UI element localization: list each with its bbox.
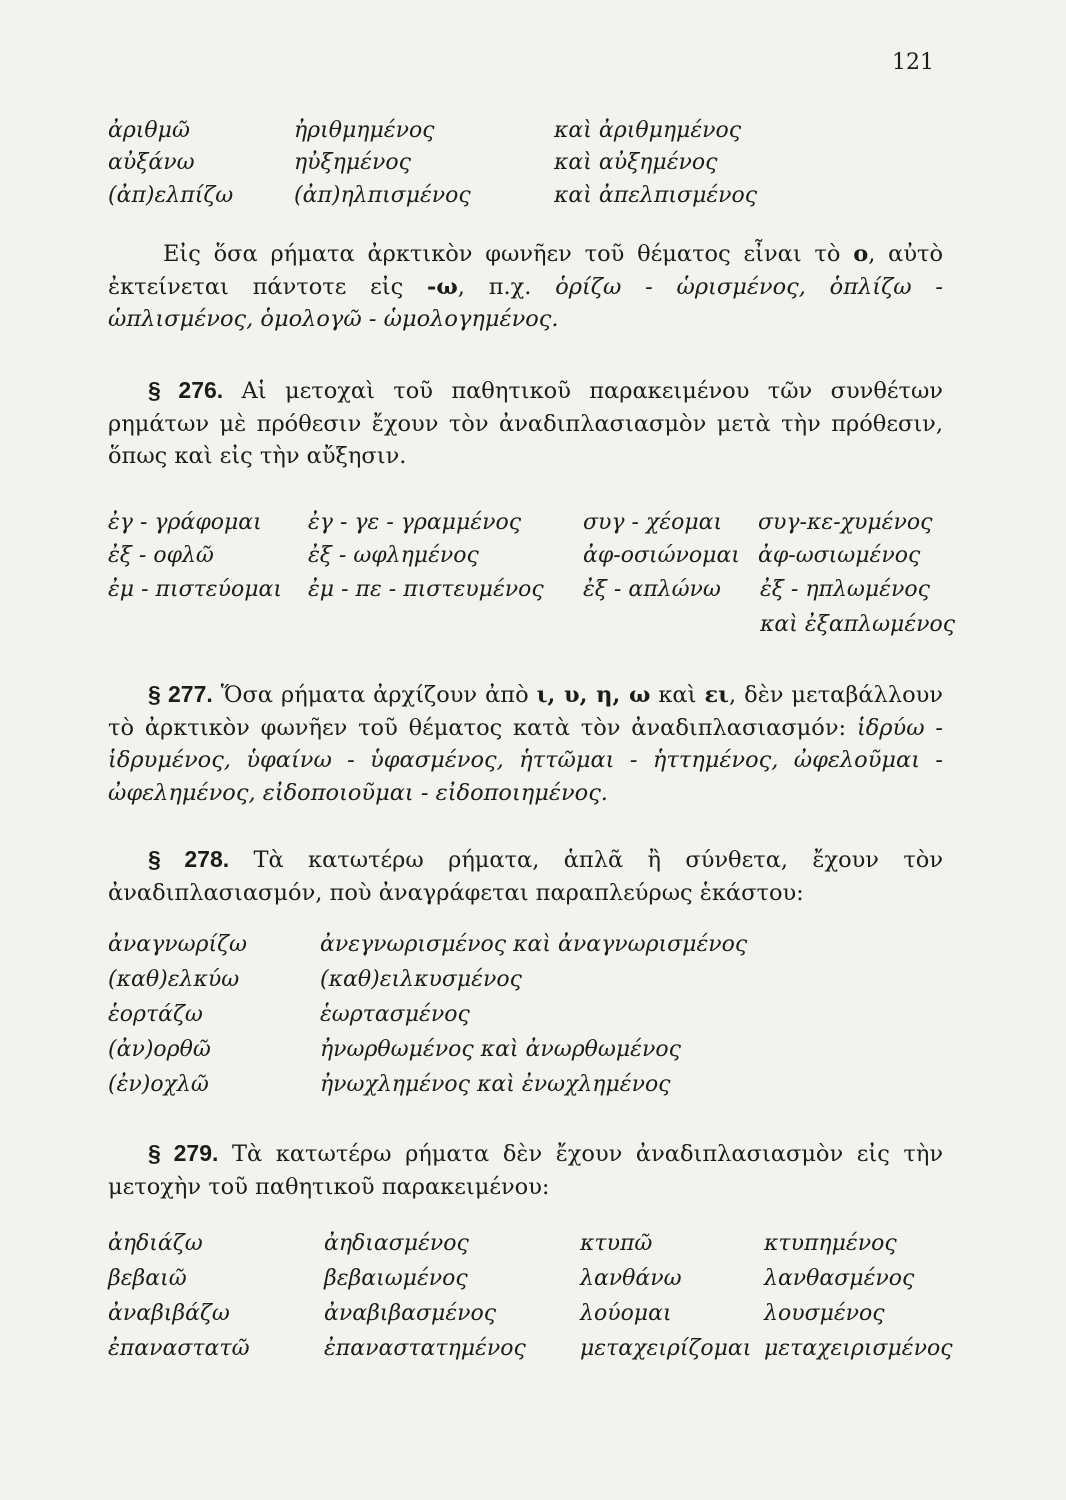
verb-form: ἀριθμῶ: [108, 118, 190, 143]
section-number: § 278.: [148, 846, 230, 872]
alt-participle-form: καὶ ἀριθμημένος: [554, 118, 742, 143]
section-278: § 278. Τὰ κατωτέρω ρήματα, ἁπλᾶ ἢ σύνθετα, ἔχουν τὸν ἀναδιπλασιασμόν, ποὺ ἀναγράφεται παραπλεύρως ἑκάστου:: [108, 846, 943, 906]
section-number: § 277.: [148, 681, 213, 707]
participle-form: ἠριθμημένος: [294, 118, 435, 143]
book-page: 121 ἀριθμῶ ἠριθμημένος καὶ ἀριθμημένος αὐξάνω ηὐξημένος καὶ αὐξημένος (ἀπ)ελπίζω (ἀπ)ηλπισμένος καὶ ἀπελπισμένος Εἰς ὅσα ρήματα ἀρκτικὸν φωνῆεν τοῦ θέματος εἶναι τὸ ο, αὐτὸ ἐκτείνεται πάντοτε εἰς -ω, π.χ. ὁρίζω - ὡρισμένος, ὁπλίζω - ὡπλισμένος, ὁμολογῶ - ὡμολογημένος. § 276. Αἱ μετοχαὶ τοῦ παθητικοῦ παρακειμένου τῶν συνθέτων ρημάτων μὲ πρόθεσιν ἔχουν τὸν ἀναδιπλασιασμὸν μετὰ τὴν πρόθεσιν, ὅπως καὶ εἰς τὴν αὔξησιν. ἐγ - γράφομαι ἐγ - γε - γραμμένος συγ - χέομαι συγ-κε-χυμένος ἐξ - οφλῶ ἐξ - ωφλημένος ἀφ-οσιώνομαι ἀφ-ωσιωμένος ἐμ - πιστεύομαι ἐμ - πε - πιστευμένος ἐξ - απλώνω ἐξ - ηπλωμένος καὶ ἐξαπλωμένος § 277. Ὅσα ρήματα ἀρχίζουν ἀπὸ ι, υ, η, ω καὶ ει, δὲν μεταβάλλουν τὸ ἀρκτικὸν φωνῆεν τοῦ θέματος κατὰ τὸν ἀναδιπλασιασμόν: ἱδρύω - ἱδρυμένος, ὑφαίνω - ὑφασμένος, ἡττῶμαι - ἡττημένος, ὠφελοῦμαι - ὠφελημένος, εἰδοποιοῦμαι - εἰδοποιημένος. § 278. Τὰ κατωτέρω ρήματα, ἁπλᾶ ἢ σύνθετα, ἔχουν τὸν ἀναδιπλασιασμόν, ποὺ ἀναγράφεται παραπλεύρως ἑκάστου: ἀναγνωρίζω ἀνεγνωρισμένος καὶ ἀναγνωρισμένος (καθ)ελκύω (καθ)ειλκυσμένος ἑορτάζω ἑωρτασμένος (ἀν)ορθῶ ἠνωρθωμένος καὶ ἀνωρθωμένος (ἐν)οχλῶ ἠνωχλημένος καὶ ἐνωχλημένος § 279. Τὰ κατωτέρω ρήματα δὲν ἔχουν ἀναδιπλασιασμὸν εἰς τὴν μετοχὴν τοῦ παθητικοῦ παρακειμένου: ἀηδιάζω ἀηδιασμένος κτυπῶ κτυπημένος βεβαιῶ βεβαιωμένος λανθάνω λανθασμένος ἀναβιβάζω ἀναβιβασμένος λούομαι λουσμένος ἐπαναστατῶ ἐπαναστατημένος μεταχειρίζομαι μεταχειρισμένος: [108, 50, 956, 1361]
section-276: § 276. Αἱ μετοχαὶ τοῦ παθητικοῦ παρακειμένου τῶν συνθέτων ρημάτων μὲ πρόθεσιν ἔχουν τὸν ἀναδιπλασιασμὸν μετὰ τὴν πρόθεσιν, ὅπως καὶ εἰς τὴν αὔξησιν.: [108, 377, 943, 469]
section-279: § 279. Τὰ κατωτέρω ρήματα δὲν ἔχουν ἀναδιπλασιασμὸν εἰς τὴν μετοχὴν τοῦ παθητικοῦ παρακειμένου:: [108, 1140, 944, 1200]
section-277: § 277. Ὅσα ρήματα ἀρχίζουν ἀπὸ ι, υ, η, ω καὶ ει, δὲν μεταβάλλουν τὸ ἀρκτικὸν φωνῆεν τοῦ θέματος κατὰ τὸν ἀναδιπλασιασμόν: ἱδρύω - ἱδρυμένος, ὑφαίνω - ὑφασμένος, ἡττῶμαι - ἡττημένος, ὠφελοῦμαι - ὠφελημένος, εἰδοποιοῦμαι - εἰδοποιημένος.: [108, 681, 943, 806]
page-number: 121: [892, 50, 934, 75]
verb-form: αὐξάνω: [108, 150, 195, 175]
alt-participle-form: καὶ ἀπελπισμένος: [554, 183, 758, 208]
section-number: § 279.: [148, 1140, 219, 1166]
examples: ἱδρύω - ἱδρυμένος, ὑφαίνω - ὑφασμένος, ἡττῶμαι - ἡττημένος, ὠφελοῦμαι - ὠφελημένος, εἰδοποιοῦμαι - εἰδοποιημένος.: [108, 714, 943, 806]
verb-form: (ἀπ)ελπίζω: [108, 183, 234, 208]
examples: ὁρίζω - ὡρισμένος, ὁπλίζω - ὡπλισμένος, ὁμολογῶ - ὡμολογημένος.: [108, 273, 944, 332]
participle-form: (ἀπ)ηλπισμένος: [294, 183, 471, 208]
paragraph-initial-o: Εἰς ὅσα ρήματα ἀρκτικὸν φωνῆεν τοῦ θέματος εἶναι τὸ ο, αὐτὸ ἐκτείνεται πάντοτε εἰς -ω, π.χ. ὁρίζω - ὡρισμένος, ὁπλίζω - ὡπλισμένος, ὁμολογῶ - ὡμολογημένος.: [108, 241, 944, 332]
alt-participle-form: καὶ αὐξημένος: [554, 150, 718, 175]
participle-form: ηὐξημένος: [294, 150, 411, 175]
section-number: § 276.: [148, 377, 224, 403]
